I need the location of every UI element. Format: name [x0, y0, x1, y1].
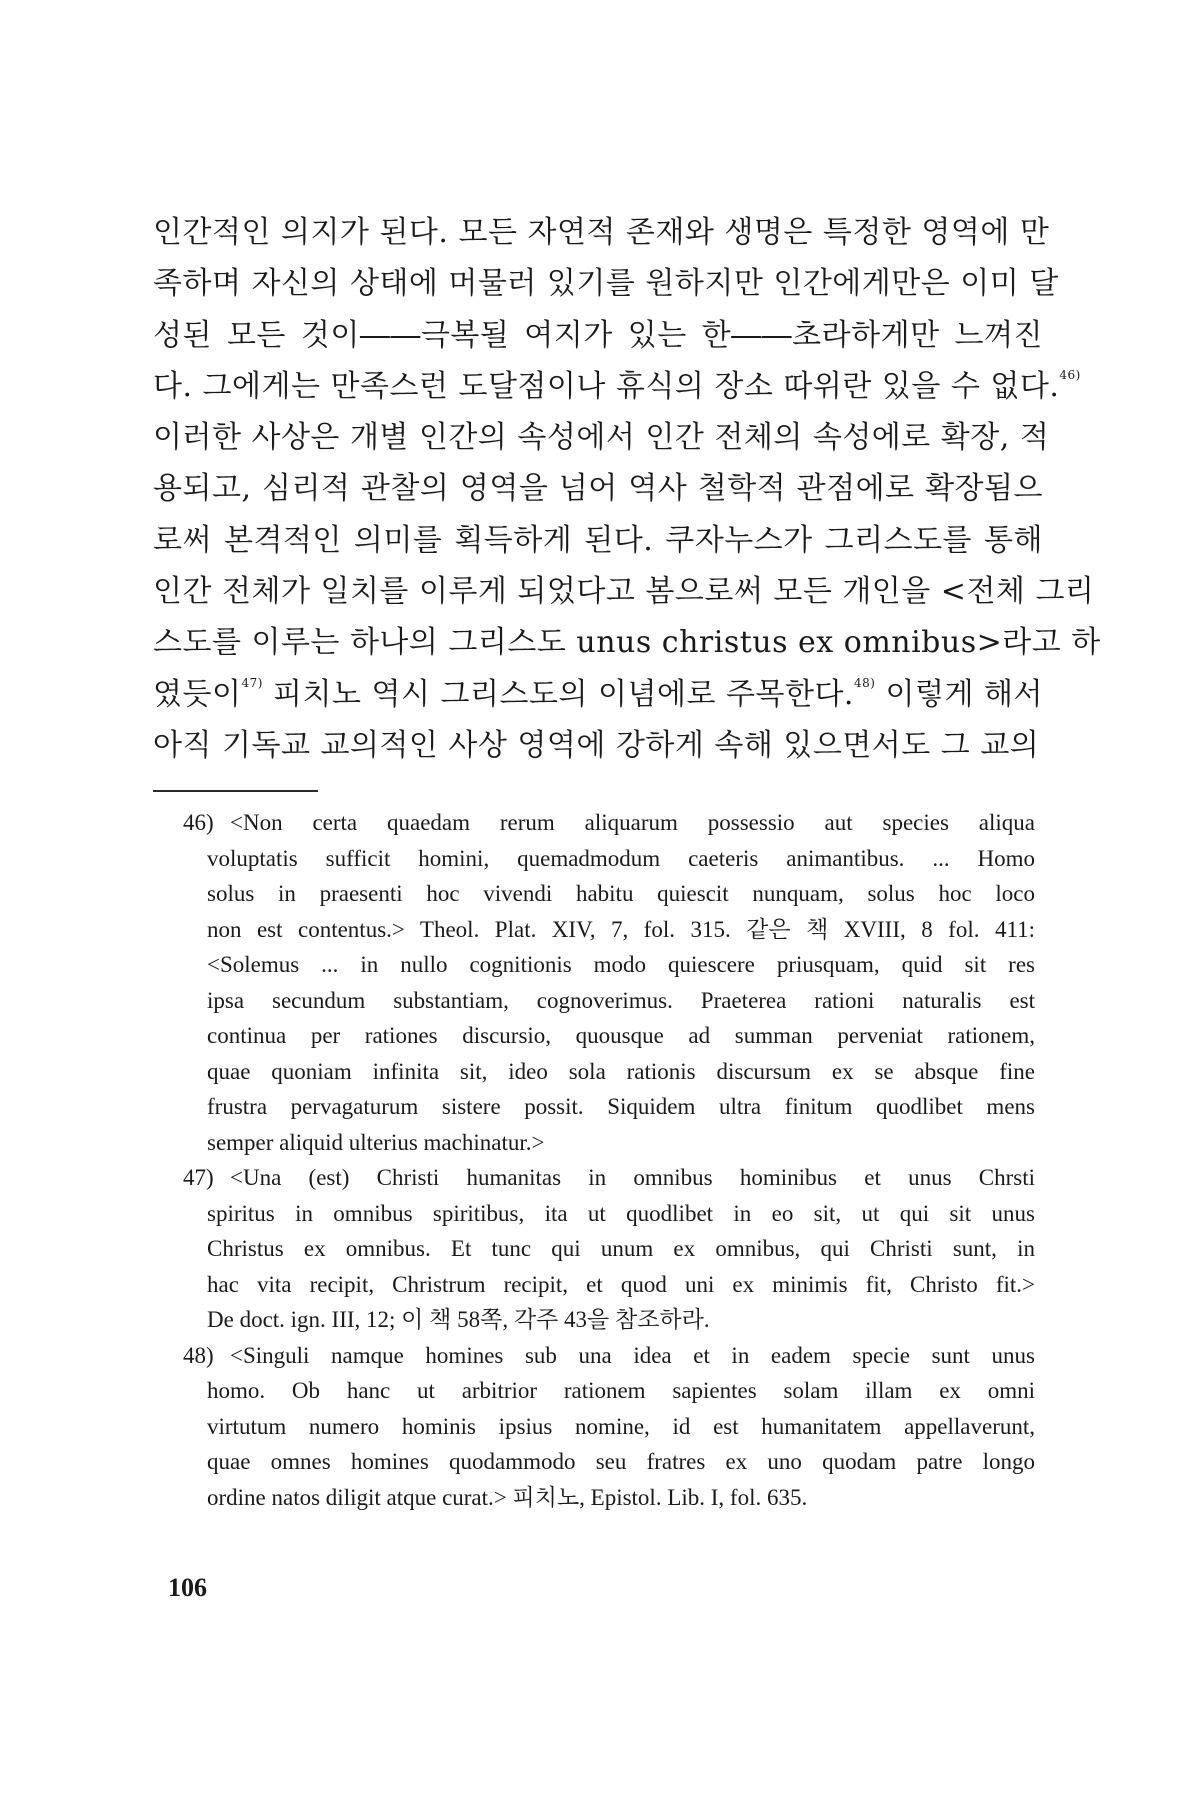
footnote-line: quae quoniam infinita sit, ideo sola rationis discursum ex se absque fine	[207, 1058, 1035, 1084]
body-line: 스도를 이루는 하나의 그리스도 unus christus ex omnibus>라고 하	[153, 625, 1101, 661]
footnote-line: semper aliquid ulterius machinatur.>	[207, 1129, 545, 1155]
body-line: 인간적인 의지가 된다. 모든 자연적 존재와 생명은 특정한 영역에 만	[153, 215, 1050, 250]
footnote-line: frustra pervagaturum sistere possit. Siquidem ultra finitum quodlibet mens	[207, 1094, 1035, 1119]
footnote-48	[185, 1338, 1035, 1516]
footnote-line: continua per rationes discursio, quousque ad summan perveniat rationem,	[207, 1023, 1035, 1048]
body-line: 족하며 자신의 상태에 머물러 있기를 원하지만 인간에게만은 이미 달	[153, 266, 1059, 302]
footnote-line: <Solemus ... in nullo cognitionis modo quiescere priusquam, quid sit res	[207, 952, 1035, 977]
body-line: 아직 기독교 교의적인 사상 영역에 강하게 속해 있으면서도 그 교의	[153, 727, 1040, 763]
footnote-line: <Non certa quaedam rerum aliquarum possessio aut species aliqua	[230, 810, 1035, 835]
body-line: 로써 본격적인 의미를 획득하게 된다. 쿠자누스가 그리스도를 통해	[153, 522, 1043, 558]
footnote-number: 47)	[183, 1165, 214, 1190]
footnote-ref-48: 48)	[853, 675, 876, 690]
body-line: 인간 전체가 일치를 이루게 되었다고 봄으로써 모든 개인을 <전체 그리	[153, 574, 1095, 610]
page-number: 106	[168, 1573, 207, 1602]
footnote-line: homo. Ob hanc ut arbitrior rationem sapientes solam illam ex omni	[207, 1378, 1035, 1403]
footnote-line: virtutum numero hominis ipsius nomine, id est humanitatem appellaverunt,	[207, 1413, 1035, 1439]
body-line-with-footnotes-47-48	[153, 669, 1043, 720]
footnote-line: De doct. ign. III, 12; 이 책 58쪽, 각주 43을 참조하라.	[207, 1307, 710, 1332]
footnote-ref-47: 47)	[241, 675, 263, 690]
footnote-line: ordine natos diligit atque curat.> 피치노, Epistol. Lib. I, fol. 635.	[207, 1484, 808, 1510]
footnote-line: spiritus in omnibus spiritibus, ita ut quodlibet in eo sit, ut qui sit unus	[207, 1200, 1035, 1226]
footnote-separator	[153, 790, 318, 792]
footnote-line: non est contentus.> Theol. Plat. XIV, 7, fol. 315. 같은 책 XVIII, 8 fol. 411:	[207, 916, 1035, 942]
footnote-number: 48)	[183, 1342, 214, 1368]
footnote-line: solus in praesenti hoc vivendi habitu quiescit nunquam, solus hoc loco	[207, 881, 1035, 906]
footnote-line: hac vita recipit, Christrum recipit, et quod uni ex minimis fit, Christo fit.>	[207, 1271, 1035, 1297]
footnote-line: <Singuli namque homines sub una idea et in eadem specie sunt unus	[230, 1342, 1035, 1368]
body-line: 이러한 사상은 개별 인간의 속성에서 인간 전체의 속성에로 확장, 적	[153, 420, 1050, 456]
footnote-ref-46: 46)	[1059, 367, 1081, 382]
footnote-line: <Una (est) Christi humanitas in omnibus hominibus et unus Chrsti	[230, 1165, 1035, 1190]
body-line: 용되고, 심리적 관찰의 영역을 넘어 역사 철학적 관점에로 확장됨으	[153, 471, 1043, 507]
footnote-line: Christus ex omnibus. Et tunc qui unum ex omnibus, qui Christi sunt, in	[207, 1236, 1035, 1261]
body-line-with-footnote-46	[153, 361, 1081, 412]
body-line-text: 피치노 역시 그리스도의 이념에로 주목한다.	[272, 676, 854, 712]
footnote-47	[185, 1160, 1035, 1338]
body-line-text: 다. 그에게는 만족스런 도달점이나 휴식의 장소 따위란 있을 수 없다.	[153, 368, 1060, 404]
footnote-line: quae omnes homines quodammodo seu fratres ex uno quodam patre longo	[207, 1449, 1035, 1474]
body-line-text: 이렇게 해서	[885, 676, 1043, 712]
footnote-number: 46)	[183, 810, 214, 835]
footnote-46	[185, 805, 1035, 1160]
footnotes	[185, 805, 1035, 1515]
footnote-line: ipsa secundum substantiam, cognoverimus. Praeterea rationi naturalis est	[207, 987, 1035, 1013]
main-body-text	[153, 207, 1101, 771]
body-line-text: 였듯이	[153, 676, 242, 712]
body-line: 성된 모든 것이――극복될 여지가 있는 한――초라하게만 느껴진	[153, 317, 1043, 353]
footnote-line: voluptatis sufficit homini, quemadmodum caeteris animantibus. ... Homo	[207, 845, 1035, 871]
